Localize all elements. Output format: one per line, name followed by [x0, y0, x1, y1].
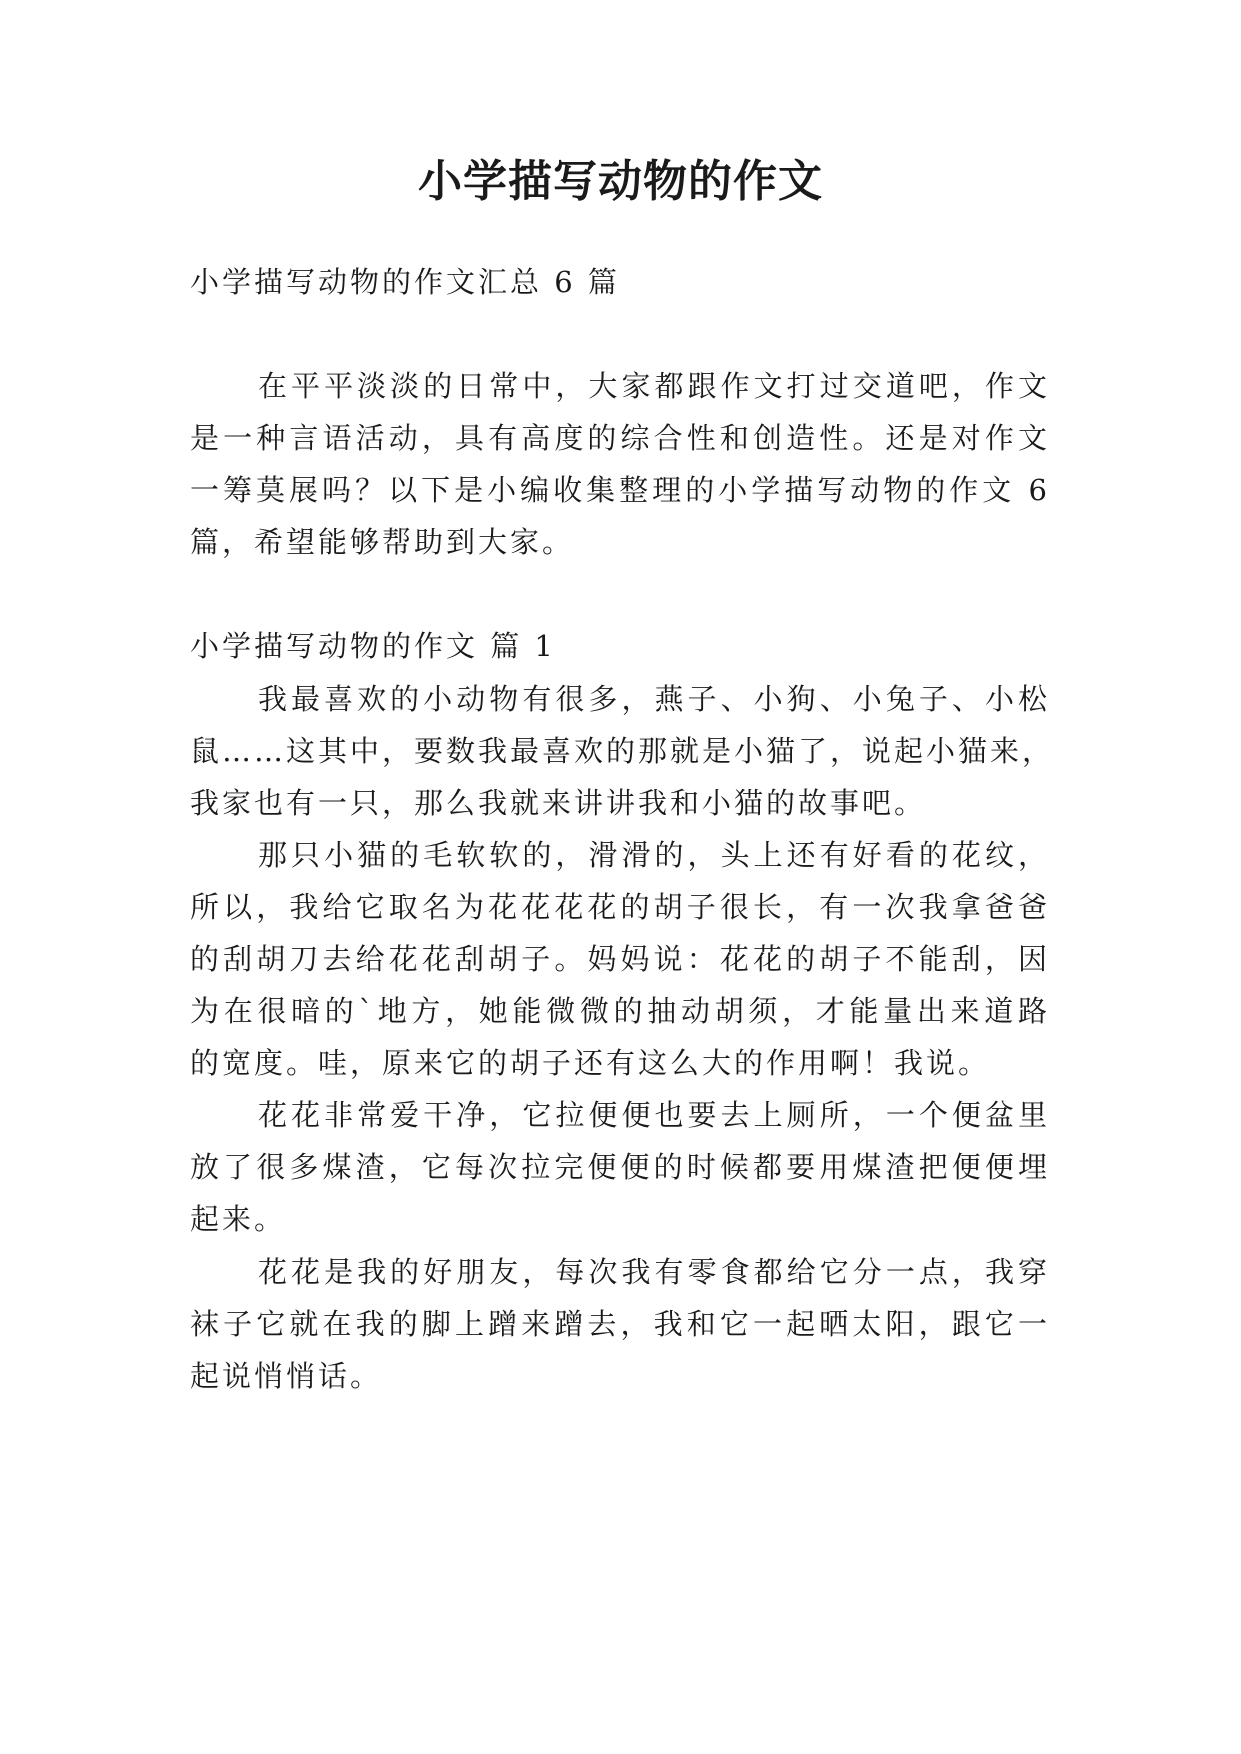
- text-line: 我家也有一只，那么我就来讲讲我和小猫的故事吧。: [190, 786, 927, 820]
- text-line: 起来。: [190, 1202, 287, 1236]
- text-line: 为在很暗的`地方，她能微微的抽动胡须，才能量出来道路: [190, 994, 1050, 1028]
- text-line: 的宽度。哇，原来它的胡子还有这么大的作用啊！我说。: [190, 1046, 991, 1080]
- text-line: 袜子它就在我的脚上蹭来蹭去，我和它一起晒太阳，跟它一: [190, 1307, 1050, 1341]
- document-title: 小学描写动物的作文: [418, 156, 823, 207]
- text-line: 所以，我给它取名为花花花花的胡子很长，有一次我拿爸爸: [190, 890, 1050, 924]
- text-line: 花花非常爱干净，它拉便便也要去上厕所，一个便盆里: [258, 1098, 1050, 1132]
- text-line: 在平平淡淡的日常中，大家都跟作文打过交道吧，作文: [258, 369, 1050, 403]
- text-line: 起说悄悄话。: [190, 1359, 383, 1393]
- text-line: 一筹莫展吗？以下是小编收集整理的小学描写动物的作文 6: [190, 473, 1050, 507]
- text-line: 篇，希望能够帮助到大家。: [190, 525, 575, 559]
- section-heading: 小学描写动物的作文 篇 1: [190, 629, 556, 663]
- text-line: 鼠……这其中，要数我最喜欢的那就是小猫了，说起小猫来，: [190, 734, 1055, 768]
- text-line: 那只小猫的毛软软的，滑滑的，头上还有好看的花纹，: [258, 838, 1050, 872]
- text-line: 我最喜欢的小动物有很多，燕子、小狗、小兔子、小松: [258, 682, 1050, 716]
- text-line: 放了很多煤渣，它每次拉完便便的时候都要用煤渣把便便埋: [190, 1150, 1050, 1184]
- text-line: 的刮胡刀去给花花刮胡子。妈妈说：花花的胡子不能刮，因: [190, 942, 1050, 976]
- text-line: 花花是我的好朋友，每次我有零食都给它分一点，我穿: [258, 1255, 1050, 1289]
- text-line: 是一种言语活动，具有高度的综合性和创造性。还是对作文: [190, 421, 1050, 455]
- document-subtitle: 小学描写动物的作文汇总 6 篇: [190, 265, 620, 299]
